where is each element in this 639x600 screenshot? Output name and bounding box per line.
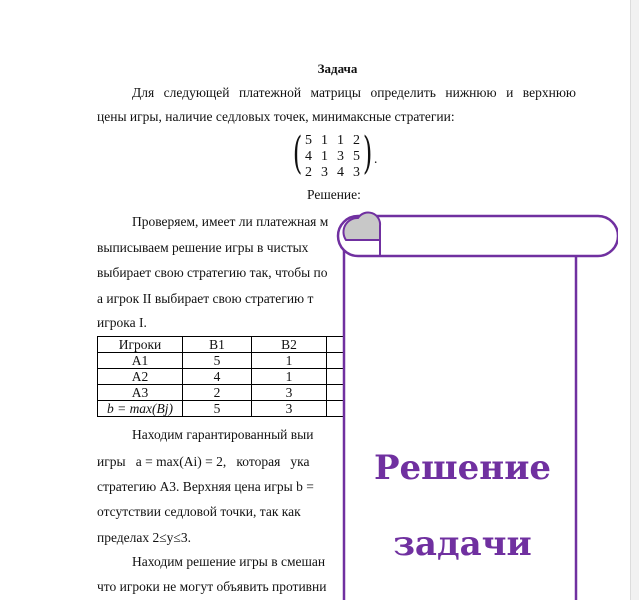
- scroll-curl: [343, 212, 380, 240]
- solution-text-line: а игрок II выбирает свою стратегию т: [97, 291, 314, 306]
- solution-text-line: игрока I.: [97, 315, 147, 330]
- game-table: [97, 336, 362, 417]
- solution-text-line: пределах 2≤y≤3.: [97, 530, 191, 545]
- problem-text-line-2: цены игры, наличие седловых точек, минимаксные стратегии:: [97, 109, 455, 124]
- table-cell: 5: [183, 353, 252, 369]
- table-cell: B2: [252, 337, 327, 353]
- overlay-title-line-1: Решение: [373, 448, 552, 488]
- solution-text-line: стратегию A3. Верхняя цена игры b =: [97, 479, 314, 494]
- table-cell: Игроки: [98, 337, 183, 353]
- table-cell: A2: [98, 369, 183, 385]
- table-cell: b = max(Bj): [98, 401, 183, 417]
- matrix-right-paren: ): [362, 128, 373, 179]
- solution-text-line: что игроки не могут объявить противни: [97, 579, 327, 594]
- table-cell: 1: [252, 353, 327, 369]
- table-cell: 5: [183, 401, 252, 417]
- matrix-period: .: [374, 151, 378, 166]
- table-cell: 4: [183, 369, 252, 385]
- matrix-row: 5 1 1 2: [305, 133, 360, 148]
- page-edge: [630, 0, 639, 600]
- table-header-row: [98, 337, 362, 353]
- table-cell: 3: [252, 401, 327, 417]
- matrix-left-paren: (: [292, 128, 303, 179]
- table-row: [98, 401, 362, 417]
- table-row: [98, 385, 362, 401]
- table-row: [98, 353, 362, 369]
- document-heading: Задача: [317, 61, 358, 76]
- matrix-row: 2 3 4 3: [305, 165, 360, 180]
- payoff-matrix: [292, 128, 379, 181]
- table-cell: B1: [183, 337, 252, 353]
- solution-text-line: выбирает свою стратегию так, чтобы по: [97, 265, 328, 280]
- solution-text-line: отсутствии седловой точки, так как: [97, 504, 301, 519]
- table-cell: 1: [252, 369, 327, 385]
- table-cell: A1: [98, 353, 183, 369]
- solution-text-line: игры a = max(Ai) = 2, которая ука: [97, 454, 310, 469]
- solution-text-line: Находим гарантированный выи: [132, 427, 314, 442]
- table-row: [98, 369, 362, 385]
- overlay-title-line-2: задачи: [393, 524, 532, 564]
- table-cell: 2: [183, 385, 252, 401]
- solution-text-line: Находим решение игры в смешан: [132, 554, 326, 569]
- table-cell: A3: [98, 385, 183, 401]
- table-cell: 3: [252, 385, 327, 401]
- solution-text-line: Проверяем, имеет ли платежная м: [132, 214, 329, 229]
- solution-heading: Решение:: [307, 187, 361, 202]
- matrix-row: 4 1 3 5: [305, 149, 360, 164]
- problem-text-line-1: Для следующей платежной матрицы определить нижнюю и верхнюю: [132, 85, 576, 100]
- solution-text-line: выписываем решение игры в чистых: [97, 240, 309, 255]
